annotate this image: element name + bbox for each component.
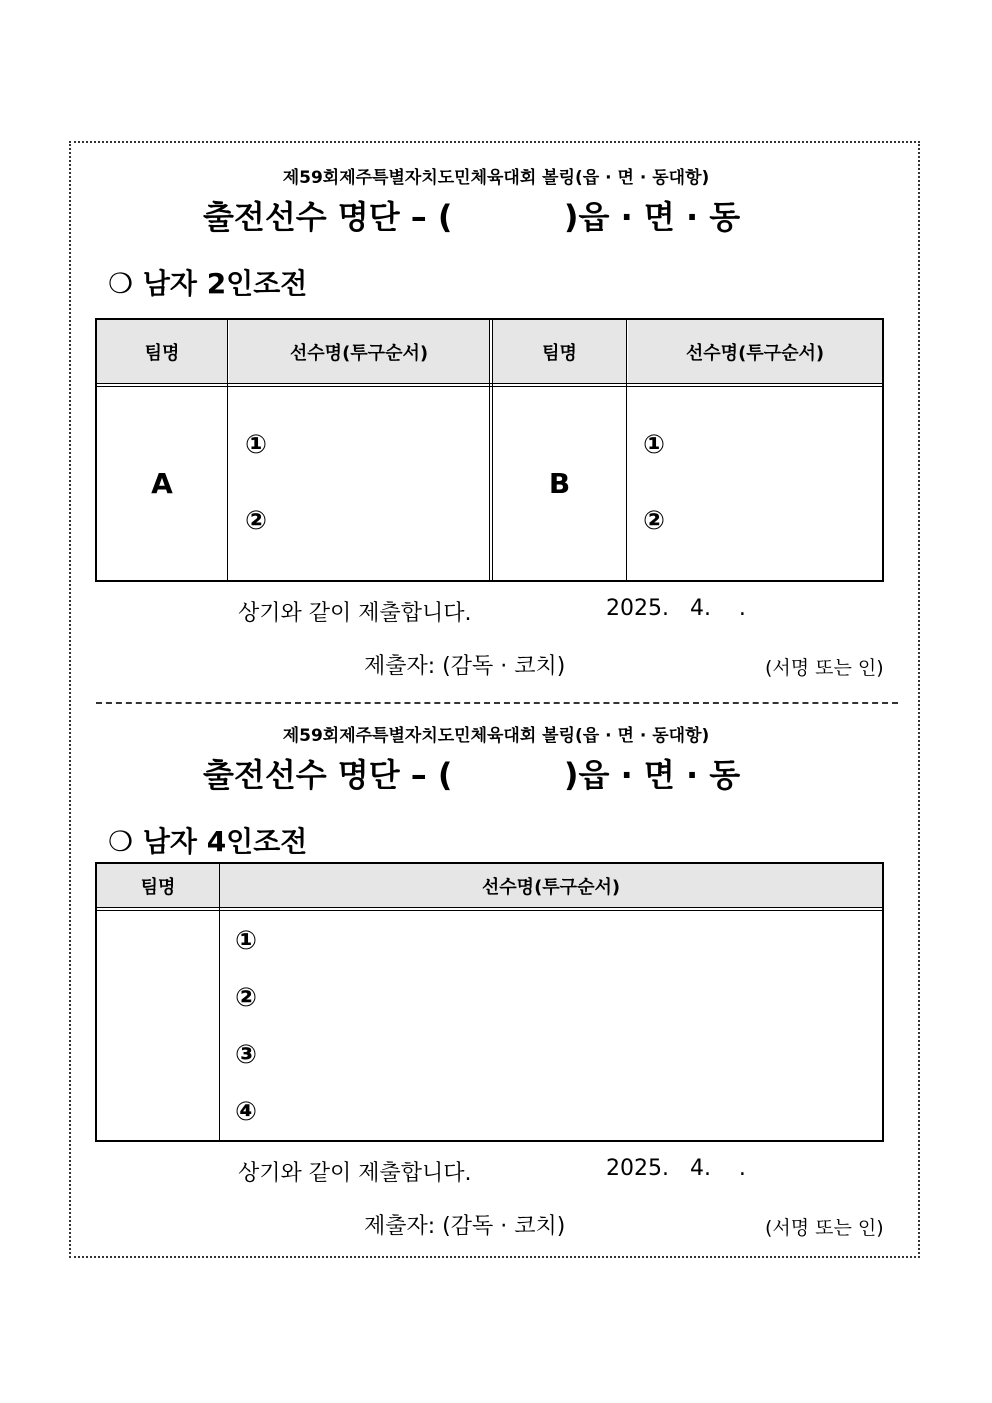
player-slot-number: ① bbox=[235, 926, 258, 956]
player-slot-number: ② bbox=[235, 983, 258, 1013]
submit-date: 2025. 4. . bbox=[606, 1156, 746, 1181]
header-team-name: 팀명 bbox=[97, 864, 219, 907]
roster-table-4-person bbox=[95, 862, 884, 1142]
header-player-names-a: 선수명(투구순서) bbox=[229, 320, 489, 383]
roster-title: 출전선수 명단 – ( )읍 · 면 · 동 bbox=[203, 756, 741, 794]
column-divider bbox=[489, 320, 490, 580]
submit-statement: 상기와 같이 제출합니다. bbox=[238, 1161, 472, 1186]
player-slot-number: ① bbox=[245, 430, 268, 460]
submit-statement: 상기와 같이 제출합니다. bbox=[238, 601, 472, 626]
player-slot-number: ② bbox=[245, 506, 268, 536]
header-team-name-a: 팀명 bbox=[97, 320, 227, 383]
column-divider bbox=[227, 320, 228, 580]
header-player-names: 선수명(투구순서) bbox=[220, 864, 882, 907]
team-a-cell: A bbox=[151, 467, 173, 500]
submitter-label: 제출자: (감독 · 코치) bbox=[364, 654, 566, 679]
signature-label: (서명 또는 인) bbox=[765, 657, 884, 679]
player-slot-number: ④ bbox=[235, 1097, 258, 1127]
column-divider bbox=[626, 320, 627, 580]
cut-line bbox=[96, 702, 898, 704]
event-subtitle: 제59회제주특별자치도민체육대회 볼링(읍 · 면 · 동대항) bbox=[282, 726, 710, 746]
player-slot-number: ① bbox=[643, 430, 666, 460]
submit-date: 2025. 4. . bbox=[606, 596, 746, 621]
section-heading-2-person: ❍ 남자 2인조전 bbox=[108, 267, 308, 300]
header-player-names-b: 선수명(투구순서) bbox=[628, 320, 882, 383]
signature-label: (서명 또는 인) bbox=[765, 1217, 884, 1239]
column-divider bbox=[219, 864, 220, 1140]
header-team-name-b: 팀명 bbox=[493, 320, 626, 383]
section-heading-4-person: ❍ 남자 4인조전 bbox=[108, 825, 308, 858]
player-slot-number: ③ bbox=[235, 1040, 258, 1070]
header-divider-double bbox=[97, 910, 882, 911]
team-b-cell: B bbox=[548, 467, 571, 500]
player-slot-number: ② bbox=[643, 506, 666, 536]
header-divider bbox=[97, 907, 882, 908]
event-subtitle: 제59회제주특별자치도민체육대회 볼링(읍 · 면 · 동대항) bbox=[282, 168, 710, 188]
roster-table-2-person bbox=[95, 318, 884, 582]
roster-title: 출전선수 명단 – ( )읍 · 면 · 동 bbox=[203, 198, 741, 236]
submitter-label: 제출자: (감독 · 코치) bbox=[364, 1214, 566, 1239]
